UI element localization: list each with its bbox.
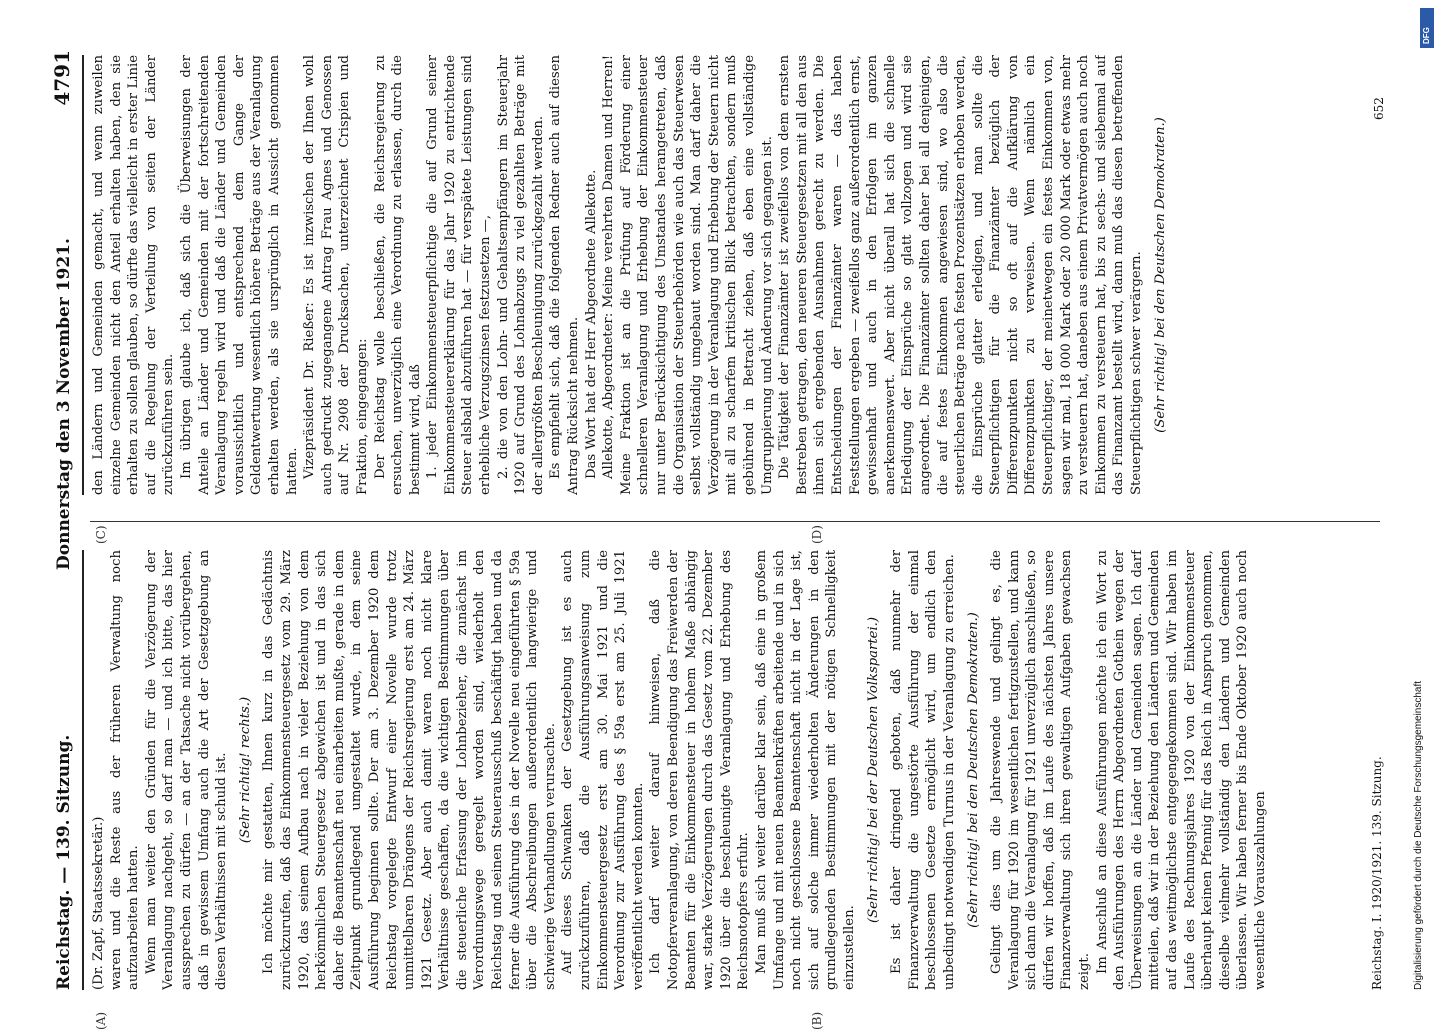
paragraph: Es ist daher dringend geboten, daß nunmehr der Finanzverwaltung die ungestörte Ausführung der einmal beschlossenen Gesetze ermöglicht wird, um endlich den unbedingt notwendigen Turnus in der Veranlagung zu erreichen. — [889, 550, 957, 990]
interjection: (Sehr richtig! bei den Deutschen Demokraten.) — [1152, 117, 1168, 433]
interjection: (Sehr richtig! bei den Deutschen Demokraten.) — [965, 612, 981, 928]
header-rule-right — [82, 55, 84, 495]
marker-d: (D) — [810, 525, 824, 544]
paragraph: Man muß sich weiter darüber klar sein, daß eine in großem Umfange und mit neuen Beamtenkräften arbeitende und in sich noch nicht geschlossene Beamtenschaft nicht in der Lage ist, sich auf solche immer wiederholten Änderungen in den grundlegenden Bestimmungen mit der nötigen Schnelligkeit einzustellen. — [753, 550, 857, 990]
paragraph: den Ländern und Gemeinden gemacht, und wenn zuweilen einzelne Gemeinden nicht den Anteil erhalten haben, den sie erhalten zu sollen glauben, so dürfte das vielleicht in erster Linie auf die Regelung der Verteilung von seiten der Länder zurückzuführen sein. — [91, 55, 177, 495]
column-divider — [90, 521, 1380, 522]
paragraph: Ich darf weiter darauf hinweisen, daß die Notopferveranlagung, von deren Beendigung das Freiwerden der Beamten für die Einkommensteuer in hohem Maße abhängig war, starke Verzögerungen durch das Gesetz vom 22. Dezember 1920 über die beschleunigte Veranlagung und Erhebung des Reichsnotopfers erfuhr. — [648, 550, 752, 990]
paragraph: Auf dieses Schwanken der Gesetzgebung ist es auch zurückzuführen, daß die Ausführungsanweisung zum Einkommensteuergesetz erst am 30. Mai 1921 und die Verordnung zur Ausführung des § 59a erst am 25. Juli 1921 veröffentlicht werden konnten. — [560, 550, 646, 990]
paragraph: Gelingt dies um die Jahreswende und gelingt es, die Veranlagung für 1920 im wesentlichen fertigzustellen, und kann sich dann die Veranlagung für 1921 unverzüglich anschließen, so dürfen wir hoffen, daß im Laufe des nächsten Jahres unsere Finanzverwaltung sich ihren gewaltigen Aufgaben gewachsen zeigt. — [989, 550, 1093, 990]
credit-text: Digitalisierung gefördert durch die Deutsche Forschungsgemeinschaft — [1413, 680, 1424, 990]
header-rule-left — [82, 550, 84, 990]
dfg-logo-text: DFG — [1422, 27, 1431, 44]
paragraph: Im Anschluß an diese Ausführungen möchte ich ein Wort zu den Ausführungen des Herrn Abgeordneten Gothein wegen der Überweisungen an die Länder und Gemeinden sagen. Ich darf mitteilen, daß wir in der Beziehung den Ländern und Gemeinden auf das weitmöglichste entgegengekommen sind. Wir haben im Laufe des Rechnungsjahres 1920 von der Einkommensteuer überhaupt keinen Pfennig für das Reich in Anspruch genommen, dieselbe vielmehr vollständig den Ländern und Gemeinden überlassen. Wir haben ferner bis Ende Oktober 1920 auch noch wesentliche Vorauszahlungen — [1094, 550, 1268, 990]
motion-item: 2. die von den Lohn- und Gehaltsempfängern im Steuerjahr 1920 auf Grund des Lohnabzugs zu viel gezahlten Beträge mit der allergrößten Beschleunigung zurückgezahlt werden. — [495, 55, 546, 495]
dfg-logo — [1420, 8, 1434, 48]
interjection: (Sehr richtig! rechts.) — [237, 696, 253, 844]
paragraph: Ich möchte mir gestatten, Ihnen kurz in das Gedächtnis zurückzurufen, daß das Einkommensteuergesetz vom 29. März 1920, das seinem Aufbau nach in vieler Beziehung von dem herkömmlichen Steuergesetz abgewichen ist und in das sich daher die Beamtenschaft neu einarbeiten mußte, gerade in dem Zeitpunkt grundlegend umgestaltet wurde, in dem seine Ausführung beginnen sollte. Der am 3. Dezember 1920 dem Reichstag vorgelegte Entwurf einer Novelle wurde trotz unmittelbaren Drängens der Reichsregierung erst am 24. März 1921 Gesetz. Aber auch damit waren noch nicht klare Verhältnisse geschaffen, da die wichtigen Bestimmungen über die steuerliche Erfassung der Lohnbezieher, die zunächst im Verordnungswege geregelt worden sind, wiederholt den Reichstag und seinen Steuerausschuß beschäftigt haben und da ferner die Ausführung des in der Novelle neu eingeführten § 59a über die Abschreibungen außerordentlich langwierige und schwierige Verhandlungen verursachte. — [261, 550, 558, 990]
header-date: Donnerstag den 3 November 1921. — [54, 238, 74, 570]
rotated-document-page — [50, 50, 1400, 1030]
text-column-right — [90, 55, 1380, 495]
speaker-attribution: (Dr. Zapf, Staatssekretär.) — [91, 816, 106, 990]
marker-a: (A) — [94, 1011, 108, 1030]
paragraph: Es empfiehlt sich, daß die folgenden Redner auch auf diesen Antrag Rücksicht nehmen. — [548, 55, 582, 495]
marker-c: (C) — [94, 525, 108, 544]
paragraph: Wenn man weiter den Gründen für die Verzögerung der Veranlagung nachgeht, so darf man — und ich bitte, das hier aussprechen zu dürfen — an der Tatsache nicht vorübergehen, daß in gewissem Umfang auch die Art der Gesetzgebung an diesen Verhältnissen mit schuld ist. — [143, 550, 230, 990]
page-code: 652 — [1372, 97, 1386, 120]
paragraph: waren und die Reste aus der früheren Verwaltung noch aufzuarbeiten hatten. — [108, 550, 142, 990]
paragraph: Das Wort hat der Herr Abgeordnete Allekotte. — [583, 169, 599, 479]
paragraph: Vizepräsident Dr. Rießer: Es ist inzwischen der Ihnen wohl auch gedruckt zugegangene Antrag Frau Agnes und Genossen auf Nr. 2908 der Drucksachen, unterzeichnet Crispien und Fraktion, eingegangen: — [302, 55, 370, 495]
motion-text: Der Reichstag wolle beschließen, die Reichsregierung zu ersuchen, unverzüglich eine Verordnung zu erlassen, durch die bestimmt wird, daß — [372, 55, 423, 495]
paragraph: Im übrigen glaube ich, daß sich die Überweisungen der Anteile an Länder und Gemeinden mit der fortschreitenden Veranlagung regeln wird und daß die Länder und Gemeinden voraussichtlich und entsprechend dem Gange der Geldentwertung wesentlich höhere Beträge aus der Veranlagung erhalten werden, als sie ursprünglich in Aussicht genommen hatten. — [178, 55, 300, 495]
interjection: (Sehr richtig! bei der Deutschen Volkspartei.) — [865, 616, 881, 924]
page-footer: Reichstag. I. 1920/1921. 139. Sitzung. — [1370, 756, 1384, 990]
page-header — [50, 50, 80, 1000]
paragraph: Allekotte, Abgeordneter: Meine verehrten Damen und Herren! Meine Fraktion ist an die Prüfung auf Förderung einer schnelleren Veranlagung und Erhebung der Einkommensteuer nur unter Berücksichtigung des Umstandes herangetreten, daß die Organisation der Steuerbehörden wie auch das Steuerwesen selbst vollständig umgebaut worden sind. Man darf daher die Verzögerung in der Veranlagung und Erhebung der Steuern nicht mit all zu scharfem kritischen Blick betrachten, sondern muß gebührend in Betracht ziehen, daß eben eine vollständige Umgruppierung und Änderung vor sich gegangen ist. — [601, 55, 775, 495]
motion-item: 1. jeder Einkommensteuerpflichtige die auf Grund seiner Einkommensteuererklärung für das Jahr 1920 zu entrichtende Steuer alsbald abzuführen hat — für verspätete Leistungen sind erhebliche Verzugszinsen festzusetzen —, — [425, 55, 494, 495]
marker-b: (B) — [810, 1011, 824, 1030]
text-column-left — [90, 550, 1380, 990]
digitization-credit — [1405, 10, 1433, 990]
paragraph: Die Tätigkeit der Finanzämter ist zweifellos von dem ernsten Bestreben getragen, den neueren Steuergesetzen mit all den aus ihnen sich ergebenden Ausnahmen gerecht zu werden. Die Entscheidungen der Finanzämter waren — das haben Feststellungen ergeben — zweifellos ganz außerordentlich ernst, gewissenhaft und auch in den Erfolgen im ganzen anerkennenswert. Aber nicht überall hat sich die schnelle Erledigung der Einsprüche so glatt vollzogen und wird sie angeordnet. Die Finanzämter sollten daher bei all denjenigen, die auf festes Einkommen angewiesen sind, wo also die steuerlichen Beträge nach festen Prozentsätzen erhoben werden, die Einsprüche glatter erledigen, und man sollte die Steuerpflichtigen für die Finanzämter bezüglich der Differenzpunkten nicht so oft auf die Aufklärung von Differenzpunkten zu verweisen. Wenn nämlich ein Steuerpflichtiger, der meinetwegen ein festes Einkommen von, sagen wir mal, 18 000 Mark oder 20 000 Mark oder etwas mehr zu versteuern hat, daneben aus einem Privatvermögen auch noch Einkommen zu versteuern hat, bis zu sechs- und siebenmal auf das Finanzamt bestellt wird, dann muß das diesen betreffenden Steuerpflichtigen schwer verärgern. — [777, 55, 1145, 495]
header-session: Reichstag. — 139. Sitzung. — [54, 734, 74, 990]
header-page-number: 4791 — [50, 50, 74, 106]
